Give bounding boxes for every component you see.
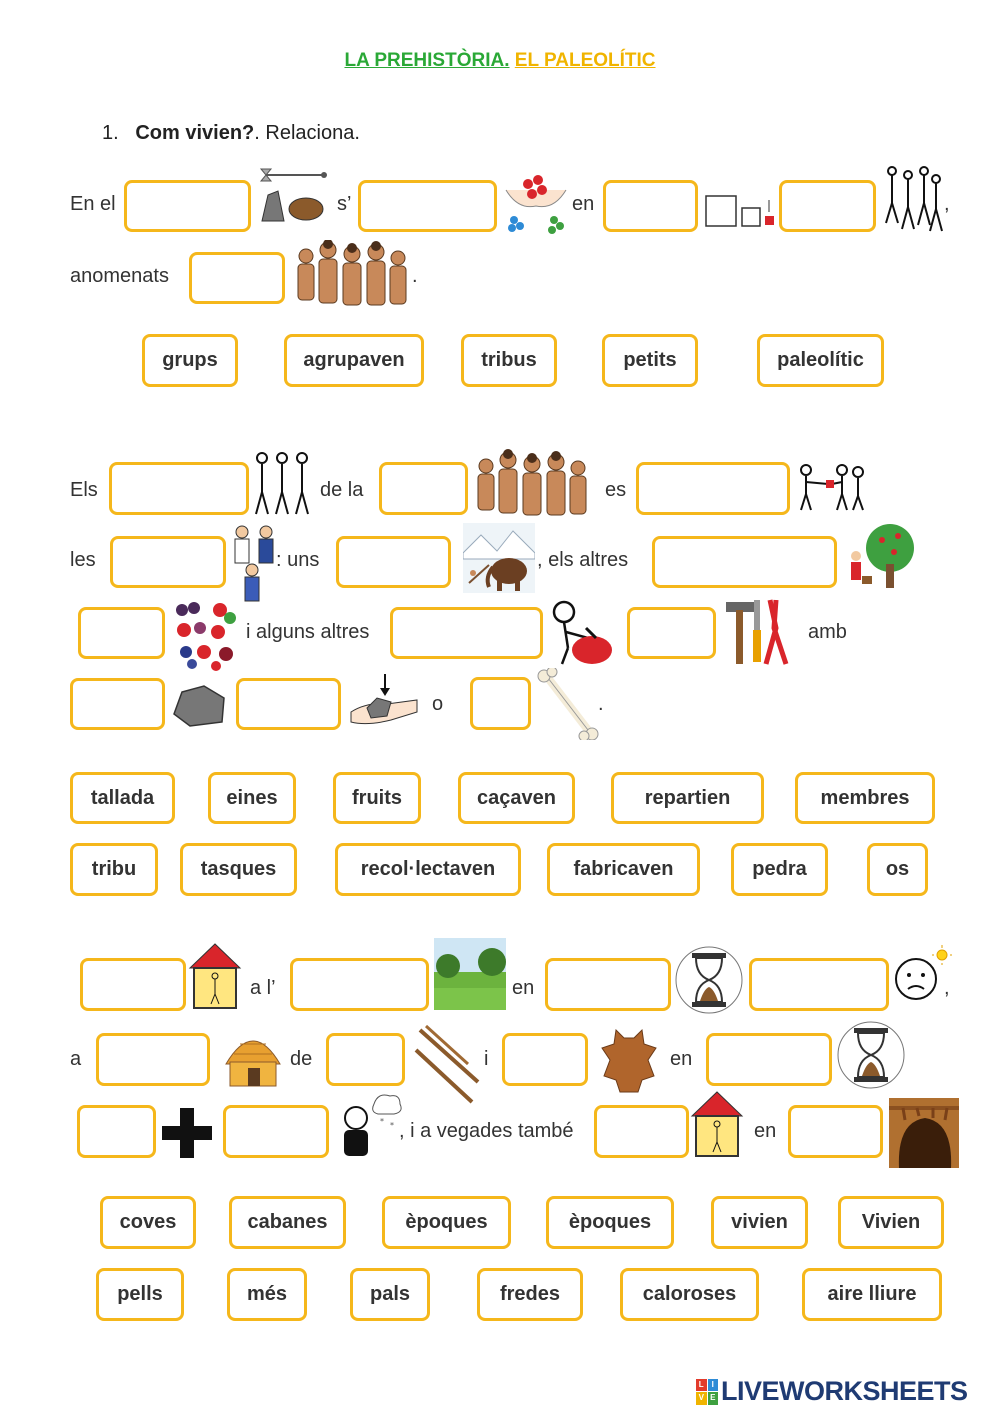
cave-icon	[889, 1098, 959, 1168]
option-chip[interactable]: eines	[208, 772, 296, 824]
text-els: Els	[70, 479, 98, 501]
liveworksheets-brand: LIVEWORKSHEETS	[721, 1376, 968, 1406]
option-chip[interactable]: aire lliure	[802, 1268, 942, 1321]
hunting-mammoth-icon	[463, 523, 535, 593]
option-chip[interactable]: èpoques	[382, 1196, 511, 1249]
option-chip[interactable]: membres	[795, 772, 935, 824]
option-chip[interactable]: grups	[142, 334, 238, 387]
text-uns: : uns	[276, 549, 320, 571]
option-chip[interactable]: més	[227, 1268, 307, 1321]
text-les: les	[70, 549, 96, 571]
option-chip[interactable]: caçaven	[458, 772, 575, 824]
drop-box-26[interactable]	[77, 1105, 156, 1158]
text-de: de	[290, 1048, 313, 1070]
text-en-el: En el	[70, 193, 116, 215]
plus-icon	[160, 1106, 214, 1160]
drop-box-7[interactable]	[379, 462, 468, 515]
logo-letter: I	[708, 1379, 719, 1392]
hut-icon	[222, 1024, 284, 1090]
text-en-1: en	[512, 977, 535, 999]
drop-box-23[interactable]	[326, 1033, 405, 1086]
option-chip[interactable]: petits	[602, 334, 698, 387]
drop-box-10[interactable]	[336, 536, 451, 588]
svg-text:*: *	[390, 1121, 394, 1130]
drop-box-25[interactable]	[706, 1033, 832, 1086]
hot-weather-face-icon	[890, 945, 952, 1007]
cold-person-icon	[334, 1090, 404, 1160]
drop-box-14[interactable]	[627, 607, 716, 659]
text-alguns-altres: i alguns altres	[246, 621, 370, 643]
option-chip[interactable]: cabanes	[229, 1196, 346, 1249]
option-chip[interactable]: os	[867, 843, 928, 896]
text-es: es	[605, 479, 627, 501]
drop-box-15[interactable]	[70, 678, 165, 730]
text-dot-2: .	[598, 693, 604, 715]
crowd-icon	[880, 163, 944, 235]
drop-box-1[interactable]	[124, 180, 251, 232]
small-size-icon	[704, 192, 776, 228]
drop-box-27[interactable]	[223, 1105, 329, 1158]
text-vegades: , i a vegades també	[399, 1120, 574, 1142]
drop-box-2[interactable]	[358, 180, 497, 232]
drop-box-17[interactable]	[470, 677, 531, 730]
drop-box-5[interactable]	[189, 252, 285, 304]
drop-box-18[interactable]	[80, 958, 186, 1011]
bone-icon	[536, 668, 600, 740]
stone-age-timeline-icon	[258, 165, 330, 227]
option-chip[interactable]: tribus	[461, 334, 557, 387]
drop-box-16[interactable]	[236, 678, 341, 730]
fruits-icon	[170, 600, 240, 672]
option-chip[interactable]: fruits	[333, 772, 421, 824]
option-chip[interactable]: agrupaven	[284, 334, 424, 387]
drop-box-13[interactable]	[390, 607, 543, 659]
carved-stone-icon	[347, 672, 421, 732]
drop-box-21[interactable]	[749, 958, 889, 1011]
making-tool-icon	[548, 598, 616, 666]
option-chip[interactable]: paleolític	[757, 334, 884, 387]
option-chip[interactable]: caloroses	[620, 1268, 759, 1321]
text-comma-2: ,	[944, 977, 950, 999]
house-person-icon	[188, 942, 242, 1010]
option-chip[interactable]: recol·lectaven	[335, 843, 521, 896]
option-chip[interactable]: pals	[350, 1268, 430, 1321]
page-title	[0, 50, 1000, 72]
option-chip[interactable]: tallada	[70, 772, 175, 824]
drop-box-3[interactable]	[603, 180, 698, 232]
option-chip[interactable]: repartien	[611, 772, 764, 824]
drop-box-22[interactable]	[96, 1033, 210, 1086]
text-amb: amb	[808, 621, 847, 643]
grouping-hands-icon	[502, 170, 570, 238]
option-chip[interactable]: vivien	[711, 1196, 808, 1249]
text-anomenats: anomenats	[70, 265, 169, 287]
text-dot-1: .	[412, 265, 418, 287]
text-els-altres: , els altres	[537, 549, 629, 571]
tribe-people-icon	[292, 240, 410, 308]
option-chip[interactable]: tribu	[70, 843, 158, 896]
drop-box-11[interactable]	[652, 536, 837, 588]
liveworksheets-watermark[interactable]	[696, 1376, 968, 1407]
drop-box-29[interactable]	[788, 1105, 883, 1158]
gathering-tree-icon	[846, 520, 914, 590]
drop-box-4[interactable]	[779, 180, 876, 232]
option-chip[interactable]: Vivien	[838, 1196, 944, 1249]
hourglass-icon	[674, 945, 744, 1015]
question-number: 1.	[102, 122, 119, 144]
open-air-field-icon	[434, 938, 506, 1010]
option-chip[interactable]: èpoques	[546, 1196, 674, 1249]
text-en-2: en	[670, 1048, 693, 1070]
logo-letter: V	[696, 1392, 707, 1405]
text-s: s’	[337, 193, 352, 215]
drop-box-6[interactable]	[109, 462, 249, 515]
drop-box-9[interactable]	[110, 536, 226, 588]
question-heading	[102, 122, 360, 145]
workers-icon	[230, 524, 280, 604]
option-chip[interactable]: tasques	[180, 843, 297, 896]
option-chip[interactable]: pedra	[731, 843, 828, 896]
option-chip[interactable]: fabricaven	[547, 843, 700, 896]
text-de-la: de la	[320, 479, 364, 501]
option-chip[interactable]: pells	[96, 1268, 184, 1321]
logo-letter: L	[696, 1379, 707, 1392]
title-part1: LA PREHISTÒRIA.	[344, 50, 510, 71]
hourglass-icon	[836, 1020, 906, 1090]
drop-box-8[interactable]	[636, 462, 790, 515]
text-comma-1: ,	[944, 193, 950, 215]
text-a: a	[70, 1048, 82, 1070]
text-en-3: en	[754, 1120, 777, 1142]
tribe-people-icon	[472, 448, 590, 518]
animal-skin-icon	[598, 1026, 660, 1094]
stone-icon	[170, 684, 228, 728]
text-i: i	[484, 1048, 489, 1070]
drop-box-24[interactable]	[502, 1033, 588, 1086]
option-chip[interactable]: fredes	[477, 1268, 583, 1321]
tools-icon	[722, 596, 792, 668]
sticks-icon	[412, 1024, 482, 1110]
svg-text:*: *	[380, 1117, 384, 1126]
members-icon	[252, 450, 314, 516]
drop-box-20[interactable]	[545, 958, 671, 1011]
text-en: en	[572, 193, 595, 215]
text-o: o	[432, 693, 444, 715]
title-part2: EL PALEOLÍTIC	[514, 50, 656, 71]
drop-box-19[interactable]	[290, 958, 429, 1011]
drop-box-28[interactable]	[594, 1105, 689, 1158]
text-a-l: a l’	[250, 977, 276, 999]
option-chip[interactable]: coves	[100, 1196, 196, 1249]
question-rest: . Relaciona.	[254, 122, 360, 144]
drop-box-12[interactable]	[78, 607, 165, 659]
liveworksheets-logo-icon	[696, 1379, 718, 1405]
house-person-icon	[690, 1090, 744, 1158]
question-bold: Com vivien?	[135, 122, 255, 144]
logo-letter: E	[708, 1392, 719, 1405]
sharing-people-icon	[796, 462, 868, 512]
